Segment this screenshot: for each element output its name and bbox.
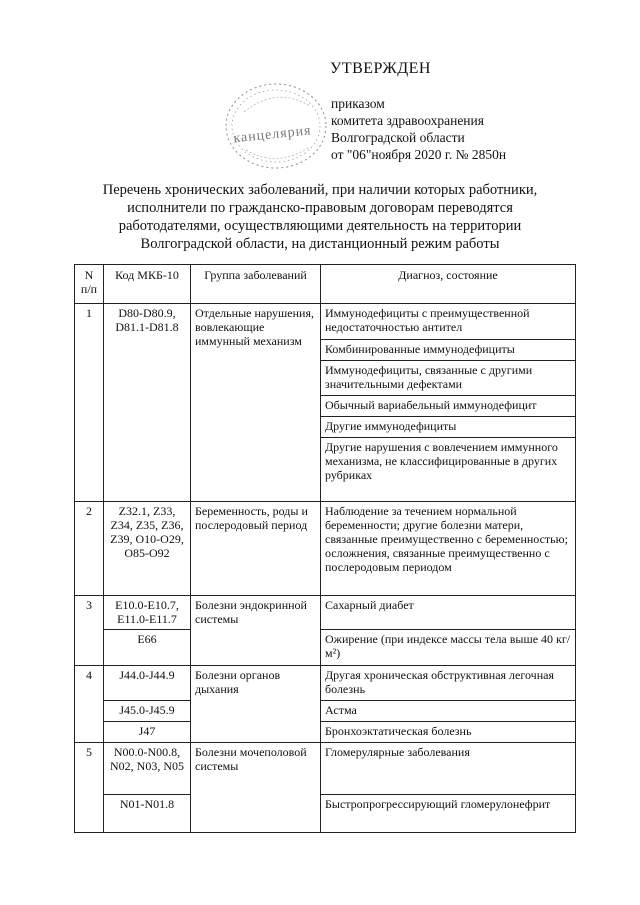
column-header: N п/п	[75, 265, 104, 304]
row-number: 4	[75, 666, 104, 743]
column-header: Код МКБ-10	[104, 265, 191, 304]
disease-group: Болезни эндокринной системы	[191, 596, 321, 666]
table-row	[75, 722, 576, 743]
disease-group: Болезни органов дыхания	[191, 666, 321, 743]
diagnosis: Сахарный диабет	[321, 596, 576, 630]
order-line: приказом	[331, 96, 385, 111]
diagnosis: Другие иммунодефициты	[321, 417, 576, 438]
title-line: Волгоградской области, на дистанционный режим работы	[140, 236, 500, 252]
row-number: 2	[75, 502, 104, 596]
disease-group: Беременность, роды и послеродовый период	[191, 502, 321, 596]
table-row	[75, 701, 576, 722]
approved-heading: УТВЕРЖДЕН	[330, 60, 431, 77]
disease-group: Отдельные нарушения, вовлекающие иммунный механизм	[191, 304, 321, 502]
diagnosis: Обычный вариабельный иммунодефицит	[321, 396, 576, 417]
icd-code: D80-D80.9, D81.1-D81.8	[104, 304, 191, 502]
title-line: работодателями, осуществляющими деятельность на территории	[118, 218, 522, 234]
row-number: 5	[75, 743, 104, 833]
icd-code: J47	[104, 722, 191, 743]
column-header: Диагноз, состояние	[321, 265, 576, 304]
diagnosis: Наблюдение за течением нормальной беременности; другие болезни матери, связанные преимущественно с беременностью; осложнения, связанные преимущественно с послеродовым периодом	[321, 502, 576, 596]
icd-code: N00.0-N00.8, N02, N03, N05	[104, 743, 191, 795]
table-row	[75, 630, 576, 666]
diagnosis: Бронхоэктатическая болезнь	[321, 722, 576, 743]
icd-code: J45.0-J45.9	[104, 701, 191, 722]
table-row	[75, 795, 576, 833]
order-line: Волгоградской области	[331, 130, 465, 145]
disease-group: Болезни мочеполовой системы	[191, 743, 321, 833]
table-header-row	[75, 265, 576, 304]
diagnosis: Другая хроническая обструктивная легочная болезнь	[321, 666, 576, 701]
diagnosis: Астма	[321, 701, 576, 722]
diagnosis: Иммунодефициты, связанные с другими значительными дефектами	[321, 361, 576, 396]
title-line: исполнители по гражданско-правовым договорам переводятся	[127, 200, 513, 216]
table-row	[75, 596, 576, 630]
diagnosis: Иммунодефициты с преимущественной недостаточностью антител	[321, 304, 576, 340]
icd-code: Z32.1, Z33, Z34, Z35, Z36, Z39, O10-O29, O85-O92	[104, 502, 191, 596]
icd-code: E10.0-E10.7, E11.0-E11.7	[104, 596, 191, 630]
diagnosis: Ожирение (при индексе массы тела выше 40 кг/м²)	[321, 630, 576, 666]
diseases-table	[74, 264, 576, 833]
icd-code: E66	[104, 630, 191, 666]
diagnosis: Комбинированные иммунодефициты	[321, 340, 576, 361]
icd-code: N01-N01.8	[104, 795, 191, 833]
diagnosis: Другие нарушения с вовлечением иммунного механизма, не классифицированные в других рубриках	[321, 438, 576, 502]
row-number: 1	[75, 304, 104, 502]
order-line: от "06"ноября 2020 г. № 2850н	[331, 147, 507, 162]
order-line: комитета здравоохранения	[331, 113, 484, 128]
document-title	[60, 181, 580, 253]
table-row	[75, 304, 576, 340]
title-line: Перечень хронических заболеваний, при наличии которых работники,	[102, 182, 538, 198]
column-header: Группа заболеваний	[191, 265, 321, 304]
stamp-label: канцелярия	[232, 123, 313, 147]
diagnosis: Быстропрогрессирующий гломерулонефрит	[321, 795, 576, 833]
diagnosis: Гломерулярные заболевания	[321, 743, 576, 795]
office-stamp	[218, 72, 332, 172]
table-row	[75, 502, 576, 596]
row-number: 3	[75, 596, 104, 666]
icd-code: J44.0-J44.9	[104, 666, 191, 701]
table-row	[75, 666, 576, 701]
table-row	[75, 743, 576, 795]
